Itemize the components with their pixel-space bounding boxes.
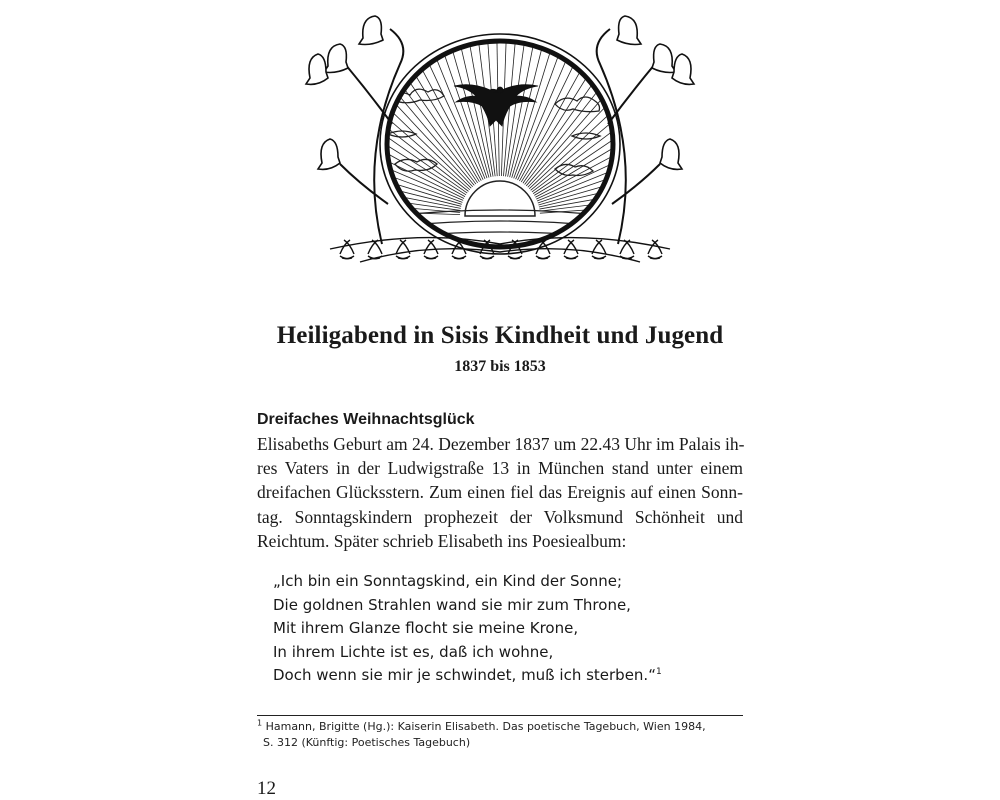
poem-quote xyxy=(273,570,662,688)
footnote xyxy=(257,719,743,751)
poem-line: Die goldnen Strahlen wand sie mir zum Throne, xyxy=(273,595,631,614)
body-line: Reichtum. Später schrieb Elisabeth ins Poesiealbum: xyxy=(257,530,627,551)
body-paragraph xyxy=(257,432,743,553)
chapter-subtitle: 1837 bis 1853 xyxy=(454,358,546,375)
chapter-title: Heiligabend in Sisis Kindheit und Jugend xyxy=(276,322,724,349)
poem-line-text: Doch wenn sie mir je schwindet, muß ich sterben.“ xyxy=(273,666,656,684)
body-line: dreifachen Glücksstern. Zum einen fiel das Ereignis auf einen Sonn- xyxy=(257,482,743,503)
poem-line: Mit ihrem Glanze flocht sie meine Krone, xyxy=(273,619,579,637)
body-line: Elisabeths Geburt am 24. Dezember 1837 um 22.43 Uhr im Palais ih- xyxy=(257,434,745,454)
footnote-reference[interactable]: 1 xyxy=(655,667,662,677)
poem-line: „Ich bin ein Sonntagskind, ein Kind der Sonne; xyxy=(273,572,623,590)
body-line: tag. Sonntagskindern prophezeit der Volksmund Schönheit und xyxy=(257,506,743,527)
section-heading: Dreifaches Weihnachtsglück xyxy=(257,411,475,428)
footnote-divider xyxy=(257,715,743,716)
footnote-number: 1 xyxy=(257,718,263,728)
footnote-text: Hamann, Brigitte (Hg.): Kaiserin Elisabeth. Das poetische Tagebuch, Wien 1984, xyxy=(265,720,706,733)
poem-line-last xyxy=(273,664,662,688)
sunrise-eagle-vignette xyxy=(300,4,700,274)
footnote-line xyxy=(257,719,743,735)
body-line: res Vaters in der Ludwigstraße 13 in München stand unter einem xyxy=(257,458,743,479)
poem-line: In ihrem Lichte ist es, daß ich wohne, xyxy=(273,642,554,661)
footnote-line: S. 312 (Künftig: Poetisches Tagebuch) xyxy=(263,736,471,749)
page-number: 12 xyxy=(257,778,276,799)
